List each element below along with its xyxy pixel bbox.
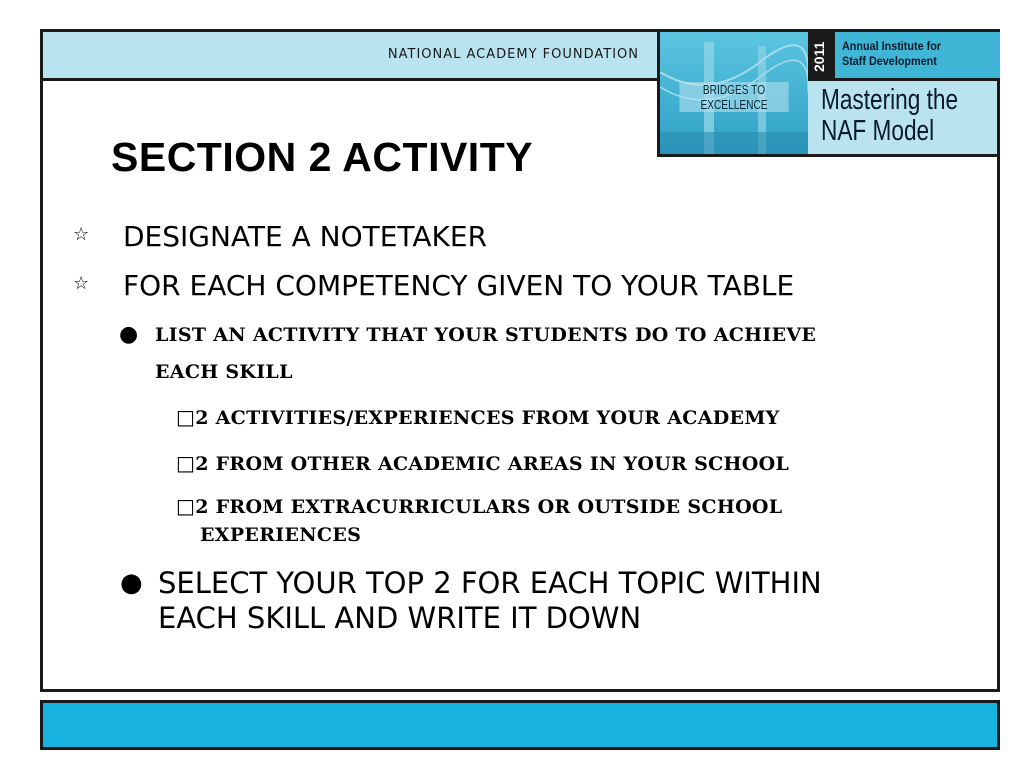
- list-item: ● LIST AN ACTIVITY THAT YOUR STUDENTS DO TO ACHIEVE: [119, 322, 817, 347]
- year-strip: [808, 32, 832, 81]
- checkbox-bullet-icon: □: [176, 451, 196, 475]
- list-item: □2 FROM OTHER ACADEMIC AREAS IN YOUR SCHOOL: [176, 451, 790, 475]
- bridge-logo-panel: [657, 32, 808, 157]
- list-item: ☆ FOR EACH COMPETENCY GIVEN TO YOUR TABLE: [73, 269, 795, 302]
- footer-bar: [40, 700, 1000, 750]
- list-item-continuation: EACH SKILL AND WRITE IT DOWN: [158, 601, 642, 635]
- list-item: □2 ACTIVITIES/EXPERIENCES FROM YOUR ACADEMY: [176, 405, 780, 429]
- year-label: 2011: [811, 41, 827, 72]
- institute-line-1: Annual Institute for: [842, 39, 941, 53]
- list-item: □2 FROM EXTRACURRICULARS OR OUTSIDE SCHOOL: [176, 494, 783, 518]
- star-bullet-icon: ☆: [73, 224, 90, 245]
- model-box: [808, 81, 997, 157]
- model-line-2: NAF Model: [821, 115, 935, 147]
- dot-bullet-icon: ●: [119, 322, 139, 347]
- list-item-continuation: EACH SKILL: [155, 361, 293, 383]
- institute-box: [832, 32, 1000, 81]
- model-line-1: Mastering the: [821, 84, 959, 116]
- list-item: ● SELECT YOUR TOP 2 FOR EACH TOPIC WITHIN: [120, 566, 822, 600]
- list-item-continuation: EXPERIENCES: [200, 524, 362, 546]
- slide-title: SECTION 2 ACTIVITY: [111, 134, 534, 180]
- slide-frame: [40, 29, 1000, 692]
- header-band: [43, 32, 657, 81]
- dot-bullet-icon: ●: [120, 568, 143, 598]
- star-bullet-icon: ☆: [73, 273, 90, 294]
- list-item: ☆ DESIGNATE A NOTETAKER: [73, 220, 488, 253]
- bridge-caption: BRIDGES TO EXCELLENCE: [679, 82, 788, 112]
- institute-line-2: Staff Development: [842, 54, 937, 68]
- checkbox-bullet-icon: □: [176, 405, 196, 429]
- checkbox-bullet-icon: □: [176, 494, 196, 518]
- organization-name: NATIONAL ACADEMY FOUNDATION: [387, 47, 639, 62]
